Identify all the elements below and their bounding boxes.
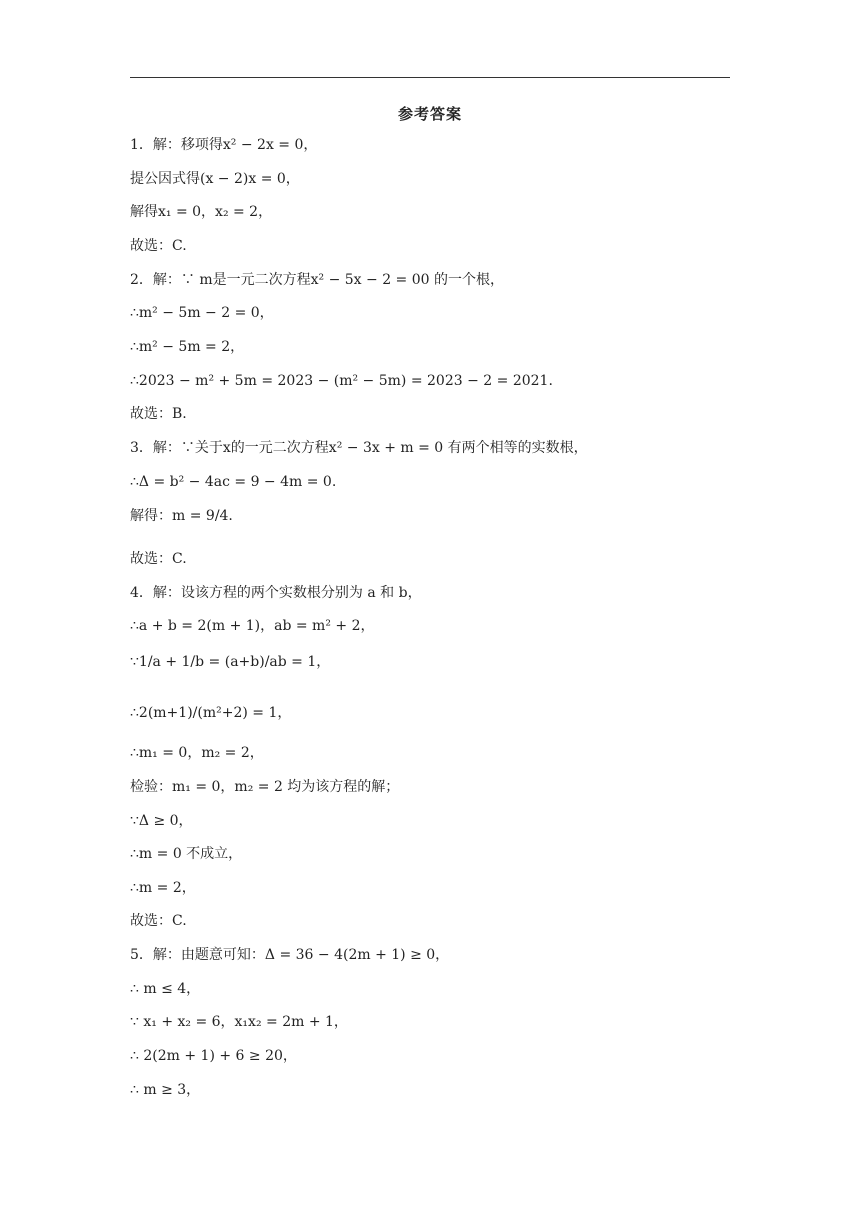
answer-line: ∴m = 0 不成立， — [130, 846, 243, 862]
answer-line: ∴2(m+1)/(m²+2) = 1， — [130, 705, 292, 721]
answer-line: 4．解：设该方程的两个实数根分别为 a 和 b， — [130, 585, 422, 601]
answer-line: 故选：C. — [130, 913, 187, 929]
answer-line: ∵Δ ≥ 0， — [130, 813, 193, 829]
answer-line: ∵1/a + 1/b = (a+b)/ab = 1， — [130, 654, 331, 670]
page-title: 参考答案 — [397, 105, 462, 123]
answer-line: ∵ x₁ + x₂ = 6，x₁x₂ = 2m + 1， — [130, 1014, 348, 1030]
answer-line: ∴m² − 5m = 2， — [130, 339, 245, 355]
answer-line: 2．解：∵ m是一元二次方程x² − 5x − 2 = 00 的一个根， — [130, 272, 505, 288]
answer-line: 5．解：由题意可知：Δ = 36 − 4(2m + 1) ≥ 0， — [130, 947, 450, 963]
answer-line: ∴m = 2， — [130, 880, 196, 896]
answer-line: ∴Δ = b² − 4ac = 9 − 4m = 0. — [130, 474, 337, 490]
answer-line: ∴m₁ = 0，m₂ = 2， — [130, 745, 264, 761]
answer-line: 故选：B. — [130, 406, 187, 422]
header-rule — [130, 77, 730, 78]
answer-line: ∴a + b = 2(m + 1)，ab = m² + 2， — [130, 618, 375, 634]
answer-line: 检验：m₁ = 0，m₂ = 2 均为该方程的解； — [130, 779, 400, 795]
answer-line: ∴2023 − m² + 5m = 2023 − (m² − 5m) = 2023 − 2 = 2021. — [130, 373, 553, 389]
answer-line: 故选：C. — [130, 238, 187, 254]
answer-line: 故选：C. — [130, 551, 187, 567]
answer-line: ∴m² − 5m − 2 = 0， — [130, 305, 274, 321]
answer-line: ∴ 2(2m + 1) + 6 ≥ 20， — [130, 1048, 297, 1064]
answer-line: 解得：m = 9/4. — [130, 508, 233, 524]
answer-line: 1．解：移项得x² − 2x = 0， — [130, 137, 318, 153]
answer-line: ∴ m ≥ 3， — [130, 1082, 201, 1098]
answer-line: 解得x₁ = 0，x₂ = 2， — [130, 204, 273, 220]
answer-line: 3．解：∵关于x的一元二次方程x² − 3x + m = 0 有两个相等的实数根， — [130, 440, 588, 456]
answer-line: 提公因式得(x − 2)x = 0， — [130, 171, 300, 187]
answer-line: ∴ m ≤ 4， — [130, 981, 201, 997]
